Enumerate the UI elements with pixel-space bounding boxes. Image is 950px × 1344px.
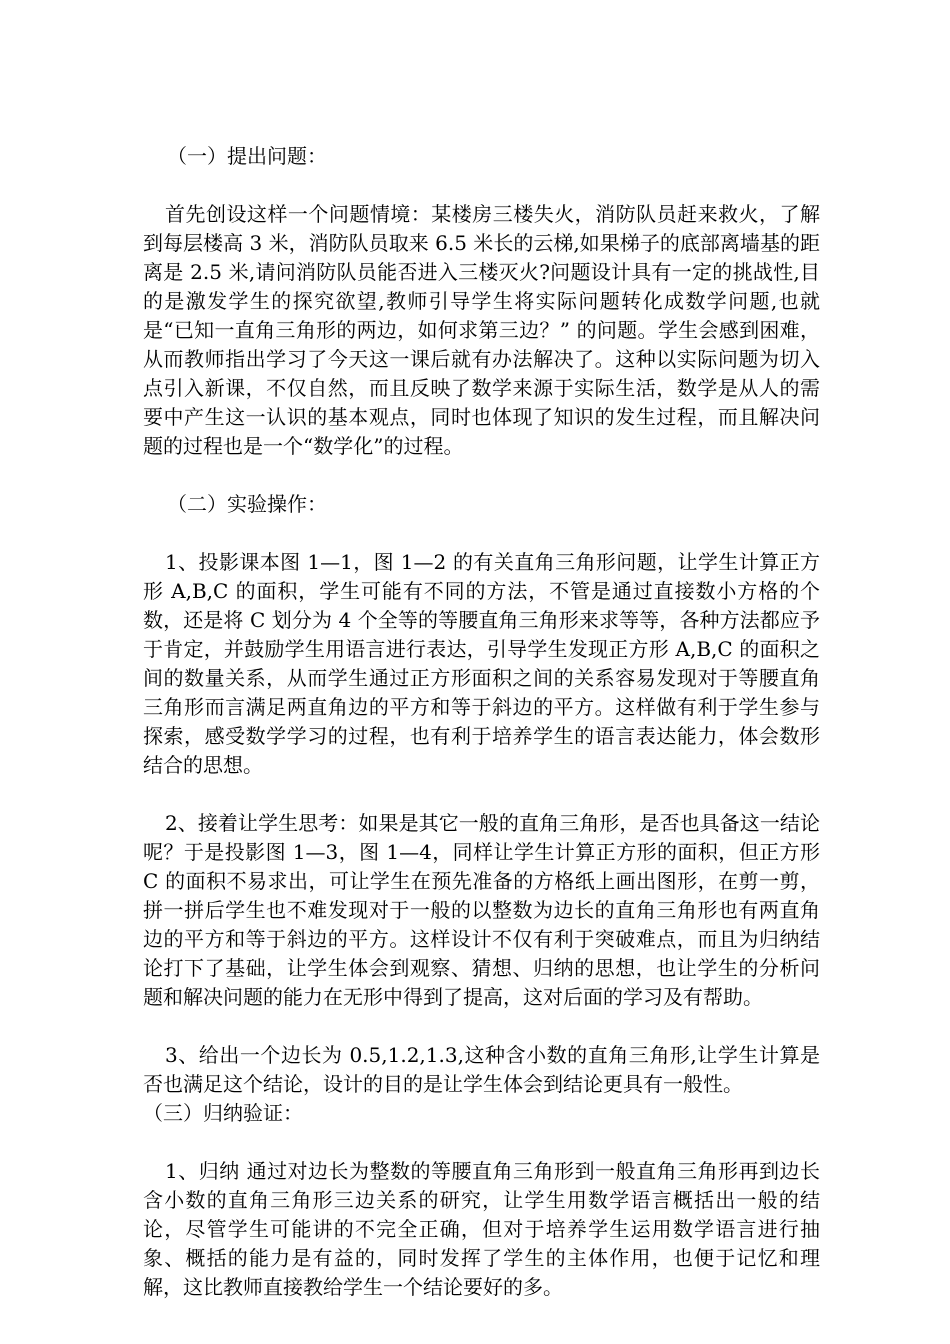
section-heading-2: （二）实验操作：: [167, 492, 327, 516]
spacer: [143, 461, 820, 490]
section-3-paragraph-1: 1、归纳 通过对边长为整数的等腰直角三角形到一般直角三角形再到边长含小数的直角三角形三边关系的研究，让学生用数学语言概括出一般的结论，尽管学生可能讲的不完全正确，但对于培养学生运用数学语言进行抽象、概括的能力是有益的，同时发挥了学生的主体作用，也便于记忆和理解，这比教师直接教给学生一个结论要好的多。: [143, 1159, 820, 1299]
section-1-paragraph-1: 首先创设这样一个问题情境：某楼房三楼失火，消防队员赶来救火，了解到每层楼高 3 米，消防队员取来 6.5 米长的云梯,如果梯子的底部离墙基的距离是 2.5 米,请问消防队员能否进入三楼灭火?问题设计具有一定的挑战性,目的是激发学生的探究欲望,教师引导学生将实际问题转化成数学问题,也就是“已知一直角三角形的两边，如何求第三边？” 的问题。学生会感到困难，从而教师指出学习了今天这一课后就有办法解决了。这种以实际问题为切入点引入新课，不仅自然，而且反映了数学来源于实际生活，数学是从人的需要中产生这一认识的基本观点，同时也体现了知识的发生过程，而且解决问题的过程也是一个“数学化”的过程。: [143, 202, 820, 458]
spacer: [143, 1012, 820, 1041]
section-2-paragraph-1: 1、投影课本图 1—1，图 1—2 的有关直角三角形问题，让学生计算正方形 A,B,C 的面积，学生可能有不同的方法，不管是通过直接数小方格的个数，还是将 C 划分为 4 个全等的等腰直角三角形来求等等，各种方法都应予于肯定，并鼓励学生用语言进行表达，引导学生发现正方形 A,B,C 的面积之间的数量关系，从而学生通过正方形面积之间的关系容易发现对于等腰直角三角形而言满足两直角边的平方和等于斜边的平方。这样做有利于学生参与探索，感受数学学习的过程，也有利于培养学生的语言表达能力，体会数形结合的思想。: [143, 550, 820, 777]
section-2-paragraph-3: 3、给出一个边长为 0.5,1.2,1.3,这种含小数的直角三角形,让学生计算是否也满足这个结论，设计的目的是让学生体会到结论更具有一般性。: [143, 1043, 820, 1096]
section-heading-1: （一）提出问题：: [167, 144, 327, 168]
section-heading-3: （三）归纳验证：: [143, 1101, 303, 1125]
spacer: [143, 780, 820, 809]
spacer: [143, 171, 820, 200]
spacer: [143, 1128, 820, 1157]
spacer: [143, 519, 820, 548]
section-2-paragraph-2: 2、接着让学生思考：如果是其它一般的直角三角形，是否也具备这一结论呢？于是投影图 1—3，图 1—4，同样让学生计算正方形的面积，但正方形 C 的面积不易求出，可让学生在预先准备的方格纸上画出图形，在剪一剪，拼一拼后学生也不难发现对于一般的以整数为边长的直角三角形也有两直角边的平方和等于斜边的平方。这样设计不仅有利于突破难点，而且为归纳结论打下了基础，让学生体会到观察、猜想、归纳的思想，也让学生的分析问题和解决问题的能力在无形中得到了提高，这对后面的学习及有帮助。: [143, 811, 820, 1009]
